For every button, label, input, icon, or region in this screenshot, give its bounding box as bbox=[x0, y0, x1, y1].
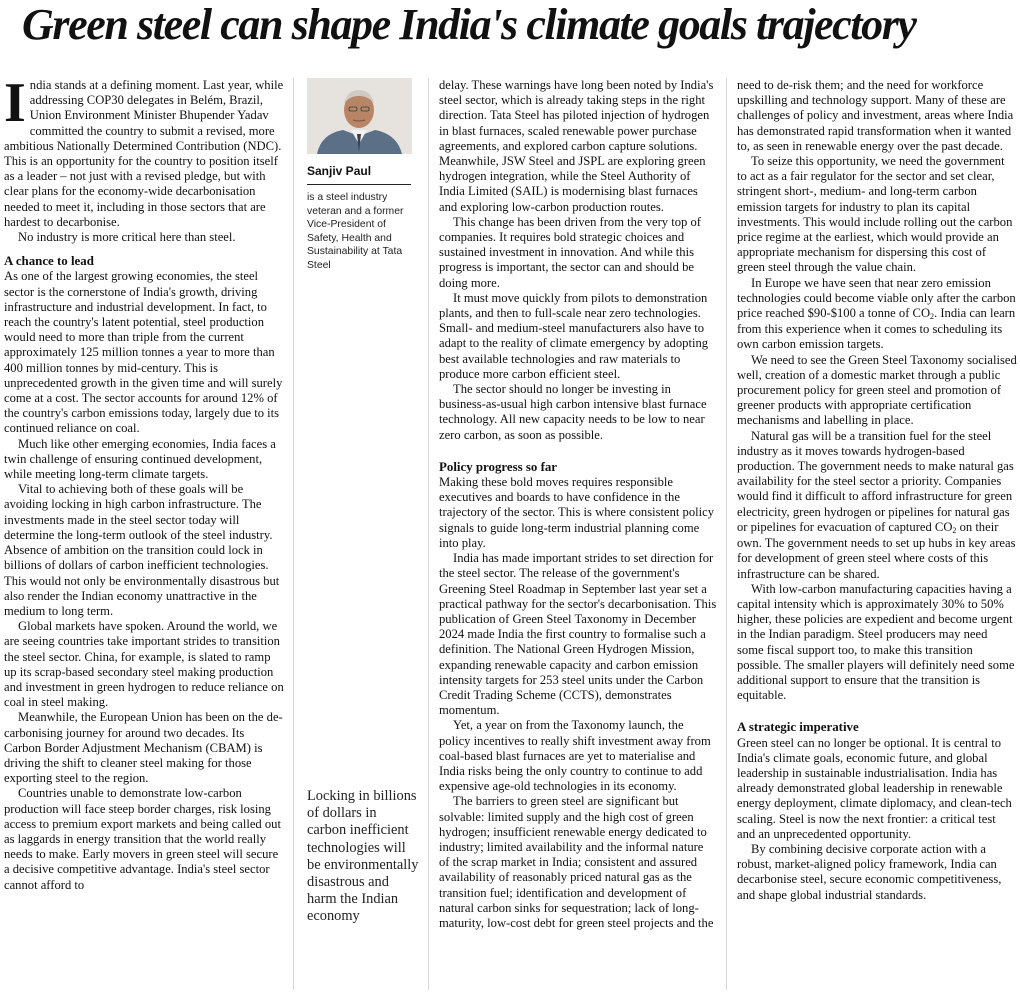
paragraph bbox=[4, 72, 284, 230]
column-divider bbox=[726, 78, 727, 990]
paragraph: Countries unable to demonstrate low-carbon production will face steep border charges, risk losing access to premium export markets and being called out as laggards in energy transition that the world really needs to make. Early movers in green steel will secure a decisive competitive advantage. India's steel sector cannot afford to bbox=[4, 786, 281, 892]
paragraph: The barriers to green steel are significant but solvable: limited supply and the high cost of green hydrogen; insufficient renewable energy dedicated to industry; limited availability and the informal nature of the scrap market in India; consistent and assured availability of reasonably priced natural gas as the transition fuel; identification and development of natural carbon sinks for sequestration; lack of long-maturity, low-cost debt for green steel projects and the bbox=[439, 794, 714, 930]
author-bio: is a steel industry veteran and a former Vice-President of Safety, Health and Sustainability at Tata Steel bbox=[307, 192, 404, 271]
paragraph-text: ndia stands at a defining moment. Last year, while addressing COP30 delegates in Belém, Brazil, Union Environment Minister Bhupender Yadav committed the country to submit a revised, more ambitious Nationally Determined Contribution (NDC). This is an opportunity for the country to position itself as a leader – not just with a revised pledge, but with clear plans for the economy-wide decarbonisation needed to meet it, including in those sectors that are hardest to decarbonise. bbox=[4, 78, 284, 229]
pull-quote: Locking in billions of dollars in carbon inefficient technologies will be environmentally disastrous and harm the Indian economy bbox=[307, 788, 419, 925]
paragraph: need to de-risk them; and the need for workforce upskilling and technology support. Many of these are challenges of policy and investment, areas where India has demonstrated rapid transformation when it wanted to, as seen in renewable energy over the past decade. bbox=[737, 78, 1014, 153]
paragraph: delay. These warnings have long been noted by India's steel sector, which is already taking steps in the right direction. Tata Steel has piloted injection of hydrogen in blast furnaces, scaled renewable power purchase agreements, and explored carbon capture solutions. Meanwhile, JSW Steel and JSPL are exploring green hydrogen integration, while the Steel Authority of India Limited (SAIL) is modernising blast furnaces and exploring low-carbon production routes. bbox=[439, 78, 714, 214]
paragraph: This change has been driven from the very top of companies. It requires bold strategic choices and sustained investment in innovation. And while this progress is important, the sector can and should be doing more. bbox=[439, 214, 701, 290]
subscript: 2 bbox=[952, 525, 957, 535]
paragraph-text: Natural gas will be a transition fuel for the steel industry as it moves towards hydrogen-based production. The government needs to make natural gas availability for the steel sector a priority. Companies would find it difficult to afford infrastructure for green electricity, green hydrogen or pipelines for natural gas or pipelines for evacuation of captured CO bbox=[737, 428, 1014, 534]
paragraph: As one of the largest growing economies, the steel sector is the cornerstone of India's growth, driving infrastructure and industrial development. In fact, to reach the country's latent potential, steel production would need to more than triple from the current approximately 125 million tonnes a year to more than 400 million tonnes by mid-century. This is unprecedented growth in the given time and will surely come at a cost. The sector accounts for around 12% of the country's carbon emissions today, largely due to its continued reliance on coal. bbox=[4, 269, 283, 436]
paragraph: India has made important strides to set direction for the steel sector. The release of the government's Greening Steel Roadmap in September last year set a practical pathway for the sector's decarbonisation. This publication of Green Steel Taxonomy in December 2024 made India the first country to formalise such a definition. The National Green Hydrogen Mission, expanding renewable capacity and carbon emission intensity targets for 253 steel units under the Carbon Credit Trading Scheme (CCTS), demonstrates momentum. bbox=[439, 551, 717, 718]
subheading: A chance to lead bbox=[4, 254, 94, 269]
paragraph: Making these bold moves requires responsible executives and boards to have confidence in the trajectory of the sector. This is where consistent policy signals to guide long-term industrial planning come into play. bbox=[439, 475, 715, 550]
paragraph: To seize this opportunity, we need the government to act as a fair regulator for the sector and set clear, stringent short-, medium- and long-term carbon emission targets for industry to plan its capital investments. This would include rolling out the carbon price regime at the earliest, which would provide an appropriate mechanism for dispersing this cost of green steel through the value chain. bbox=[737, 154, 1013, 275]
paragraph: With low-carbon manufacturing capacities having a capital intensity which is approximately 30% to 50% higher, these policies are expedient and become urgent in the Indian paradigm. Steel producers may need some fiscal support too, to make this transition possible. The smaller players will definitely need some additional support to ensure that the transition is equitable. bbox=[737, 581, 1015, 703]
paragraph: Yet, a year on from the Taxonomy launch, the policy incentives to really shift investment away from coal-based blast furnaces are yet to materialise and India risks being the only country to continue to add expensive age-old technologies in its economy. bbox=[439, 718, 711, 794]
author-name: Sanjiv Paul bbox=[307, 164, 372, 178]
paragraph-text: . India can learn from this experience when it comes to scheduling its own carbon emission targets. bbox=[737, 306, 1016, 352]
headline: Green steel can shape India's climate goals trajectory bbox=[22, 0, 916, 49]
drop-cap: I bbox=[4, 72, 26, 134]
paragraph: The sector should no longer be investing in business-as-usual high carbon intensive blast furnace technology. All new capacity needs to be low to near zero carbon, as soon as possible. bbox=[439, 382, 707, 442]
subheading: A strategic imperative bbox=[737, 720, 859, 735]
paragraph: It must move quickly from pilots to demonstration plants, and then to full-scale near zero technologies. Small- and medium-steel manufacturers also have to adapt to the reality of climate emergency by adopting best available technologies and raw materials to produce more carbon efficient steel. bbox=[439, 290, 709, 381]
paragraph: Global markets have spoken. Around the world, we are seeing countries take important strides to transition the steel sector. China, for example, is slated to ramp up its scrap-based secondary steel making production and investment in green hydrogen to reduce reliance on coal in steel making. bbox=[4, 619, 284, 710]
article-column-3 bbox=[439, 78, 717, 931]
paragraph: Much like other emerging economies, India faces a twin challenge of ensuring continued development, while meeting long-term climate targets. bbox=[4, 436, 276, 482]
subheading: Policy progress so far bbox=[439, 459, 558, 474]
subscript: 2 bbox=[930, 312, 935, 322]
paragraph bbox=[737, 429, 1017, 582]
paragraph bbox=[737, 276, 1017, 353]
paragraph: Vital to achieving both of these goals will be avoiding locking in high carbon infrastructure. The investments made in the steel sector today will determine the long-term outlook of the steel industry. Absence of ambition on the transition could lock in billions of dollars of carbon inefficient technologies. This would not only be environmentally disastrous but also render the Indian economy unattractive in the medium to long term. bbox=[4, 482, 280, 618]
paragraph-text: on their own. The government needs to set up hubs in key areas for development of green steel where costs of this infrastructure can be shared. bbox=[737, 519, 1016, 581]
byline-column bbox=[307, 78, 417, 272]
paragraph: No industry is more critical here than steel. bbox=[18, 230, 236, 245]
paragraph: We need to see the Green Steel Taxonomy socialised well, creation of a domestic market through a public procurement policy for green steel and promotion of greener products with appropriate certification mechanisms and labelling in place. bbox=[737, 352, 1017, 428]
author-photo bbox=[307, 78, 412, 154]
column-divider bbox=[293, 78, 294, 990]
paragraph-text: In Europe we have seen that near zero emission technologies could become viable only after the carbon price reached $90-$100 a tonne of CO bbox=[737, 275, 1016, 321]
article-column-1 bbox=[4, 72, 284, 893]
paragraph: By combining decisive corporate action with a robust, market-aligned policy framework, India can decarbonise steel, secure economic competitiveness, and shape global industrial standards. bbox=[737, 841, 1002, 902]
paragraph: Green steel can no longer be optional. It is central to India's climate goals, economic future, and global leadership in sustainable industrialisation. India has already demonstrated global leadership in renewable energy deployment, climate diplomacy, and clean-tech scaling. Steel is now the next frontier: a critical test and an unprecedented opportunity. bbox=[737, 735, 1012, 841]
column-divider bbox=[428, 78, 429, 990]
paragraph: Meanwhile, the European Union has been on the de-carbonising journey for around two decades. Its Carbon Border Adjustment Mechanism (CBAM) is driving the shift to cleaner steel making for those exporting steel to the region. bbox=[4, 710, 283, 786]
article-column-4 bbox=[737, 78, 1017, 903]
byline-divider bbox=[307, 184, 411, 185]
